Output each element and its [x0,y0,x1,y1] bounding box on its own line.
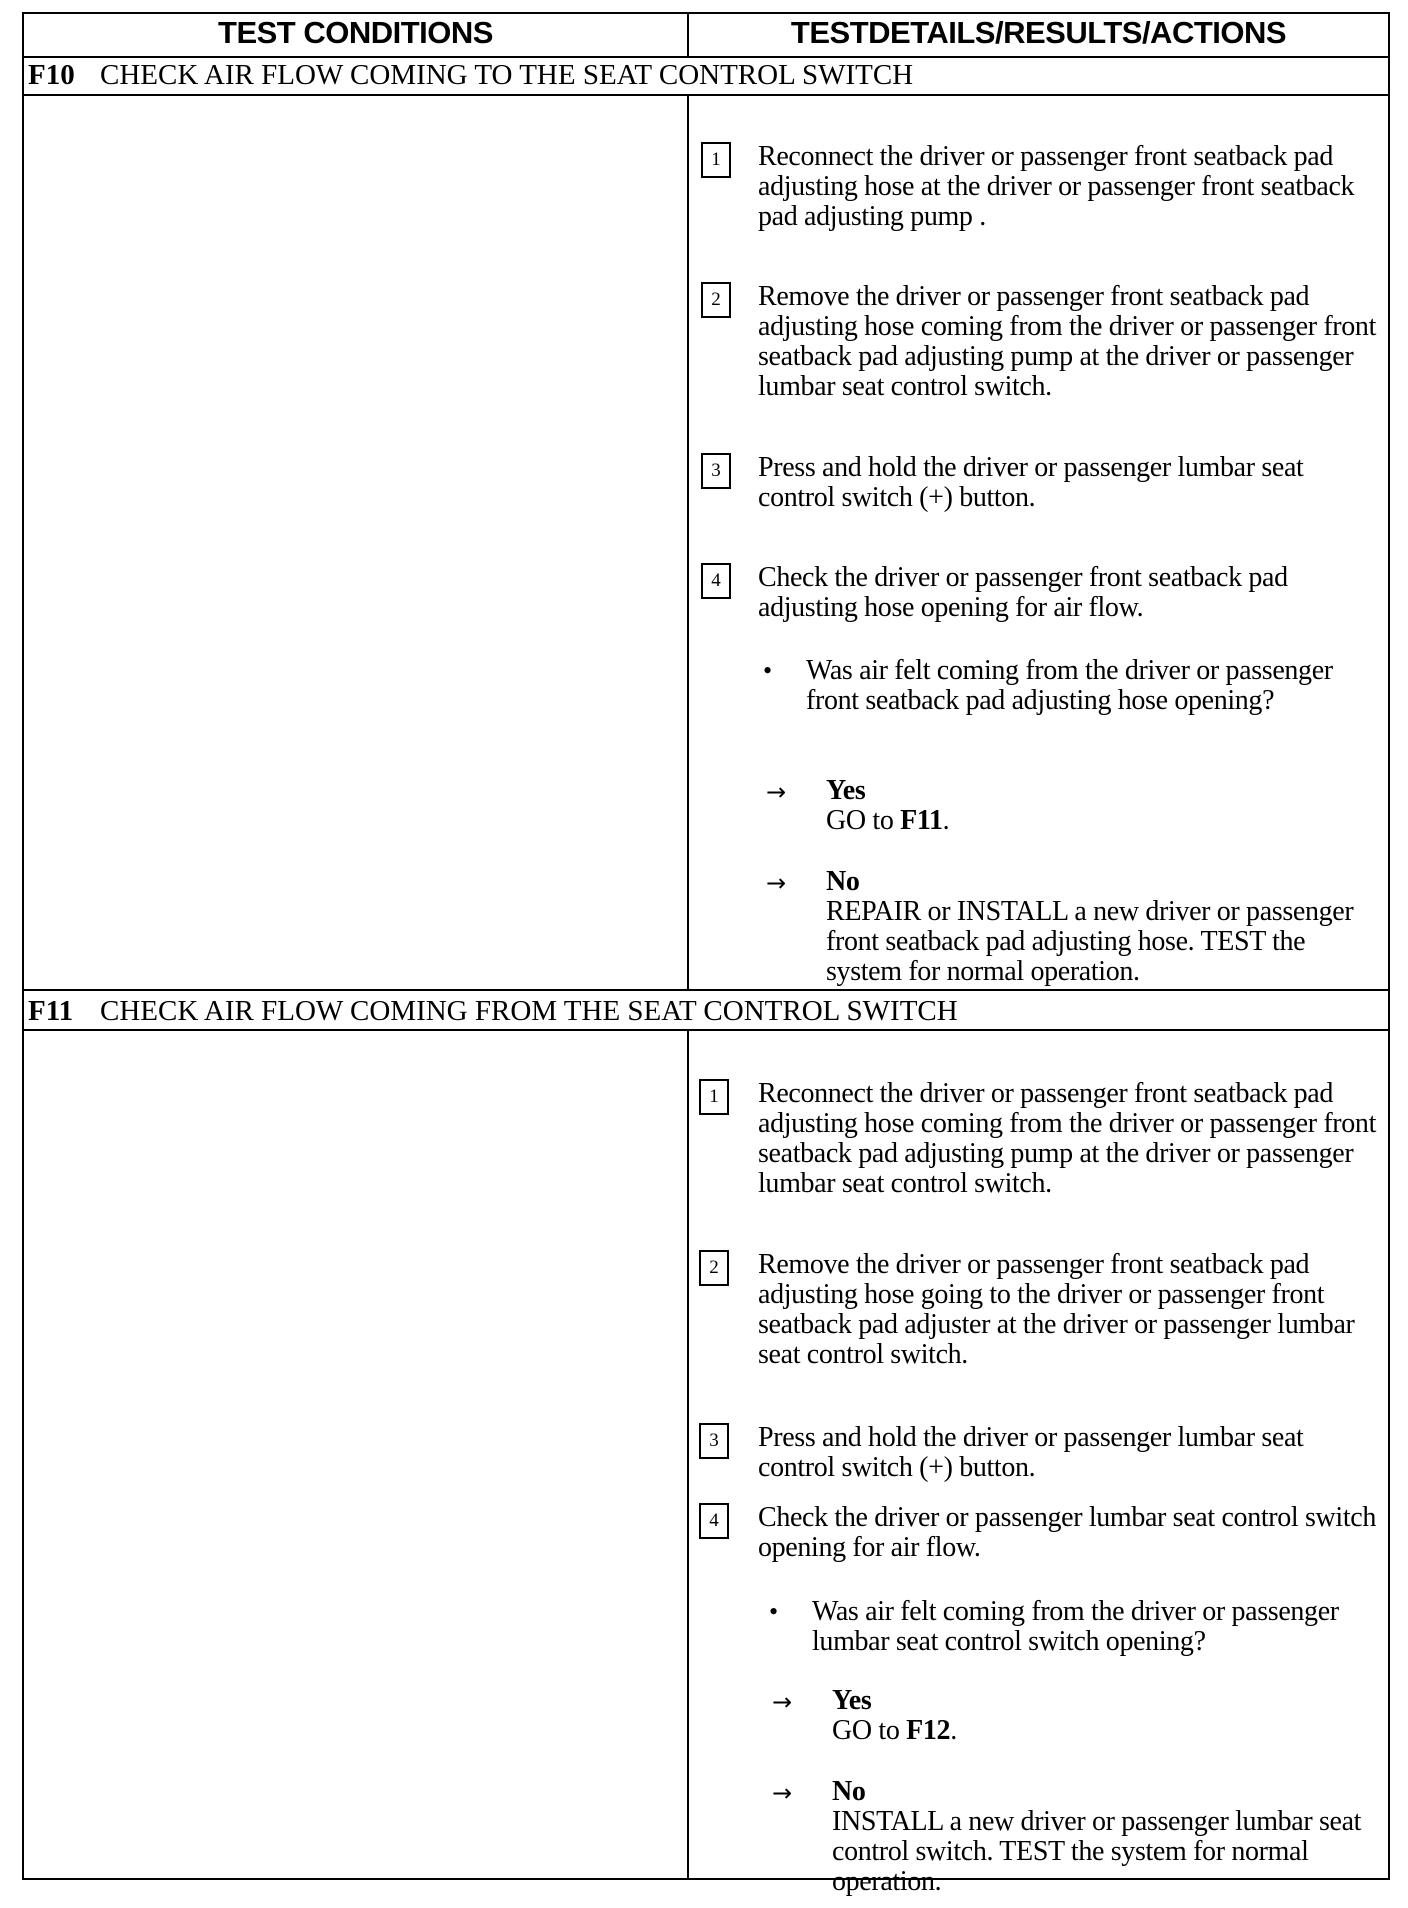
section-id: F11 [28,995,74,1027]
arrow-right-icon: → [766,778,787,806]
answer-no [826,867,1366,987]
section-title: CHECK AIR FLOW COMING TO THE SEAT CONTROL SWITCH [100,59,914,91]
answer-suffix: . [950,1715,957,1746]
answer-prefix: GO to [832,1715,907,1746]
question-text: Was air felt coming from the driver or passenger front seatback pad adjusting hose opening? [806,655,1333,716]
f11-top-divider [22,989,1390,991]
answer-yes [826,776,1366,836]
answer-suffix: . [942,805,950,836]
step-text: Press and hold the driver or passenger lumbar seat control switch (+) button. [758,452,1304,513]
answer-prefix: GO to [826,805,901,836]
section-id: F10 [28,59,75,91]
answer-text: INSTALL a new driver or passenger lumbar seat control switch. TEST the system for normal operation. [832,1806,1362,1897]
header-divider [22,56,1390,58]
step-text: Reconnect the driver or passenger front seatback pad adjusting hose coming from the driver or passenger front seatback pad adjusting pump at the driver or passenger lumbar seat control switch. [758,1078,1377,1199]
step-number-box: 1 [699,1079,729,1115]
section-title-f10 [28,59,913,92]
step-number-box: 2 [701,282,731,318]
f10-title-divider [22,94,1390,96]
step-text: Remove the driver or passenger front seatback pad adjusting hose coming from the driver or passenger front seatback pad adjusting pump at the driver or passenger lumbar seat control switch. [758,281,1377,402]
section-title-f11 [28,995,958,1028]
column-divider-f11 [687,1029,689,1878]
column-divider-f10 [687,94,689,989]
arrow-right-icon: → [766,869,787,897]
bullet-icon: • [769,1597,779,1626]
table-border-left [22,12,24,1880]
answer-label: No [826,866,860,897]
step-number-box: 3 [699,1423,729,1459]
answer-target: F11 [900,805,943,836]
arrow-right-icon: → [772,1688,793,1716]
step-text: Reconnect the driver or passenger front seatback pad adjusting hose at the driver or passenger front seatback pad adjusting pump . [758,141,1355,232]
answer-no [832,1777,1372,1897]
table-border-top [22,12,1390,14]
answer-target: F12 [906,1715,951,1746]
step-text: Press and hold the driver or passenger lumbar seat control switch (+) button. [758,1422,1304,1483]
step-number-box: 4 [701,563,731,599]
f11-title-divider [22,1029,1390,1031]
step-number-box: 3 [701,453,731,489]
table-border-right [1388,12,1390,1880]
step-text: Remove the driver or passenger front seatback pad adjusting hose going to the driver or passenger front seatback pad adjuster at the driver or passenger lumbar seat control switch. [758,1249,1355,1370]
answer-label: Yes [826,775,866,806]
step-text: Check the driver or passenger front seatback pad adjusting hose opening for air flow. [758,562,1288,623]
step-number-box: 2 [699,1250,729,1286]
answer-yes [832,1686,1372,1746]
arrow-right-icon: → [772,1779,793,1807]
section-title: CHECK AIR FLOW COMING FROM THE SEAT CONTROL SWITCH [100,995,958,1027]
step-text: Check the driver or passenger lumbar seat control switch opening for air flow. [758,1502,1376,1563]
bullet-icon: • [763,656,773,685]
answer-text: REPAIR or INSTALL a new driver or passenger front seatback pad adjusting hose. TEST the system for normal operation. [826,896,1354,987]
header-test-conditions: TEST CONDITIONS [218,15,493,50]
answer-label: No [832,1776,866,1807]
step-number-box: 1 [701,142,731,178]
header-test-details: TESTDETAILS/RESULTS/ACTIONS [790,15,1287,50]
answer-label: Yes [832,1685,872,1716]
question-text: Was air felt coming from the driver or passenger lumbar seat control switch opening? [812,1596,1339,1657]
step-number-box: 4 [699,1503,729,1539]
